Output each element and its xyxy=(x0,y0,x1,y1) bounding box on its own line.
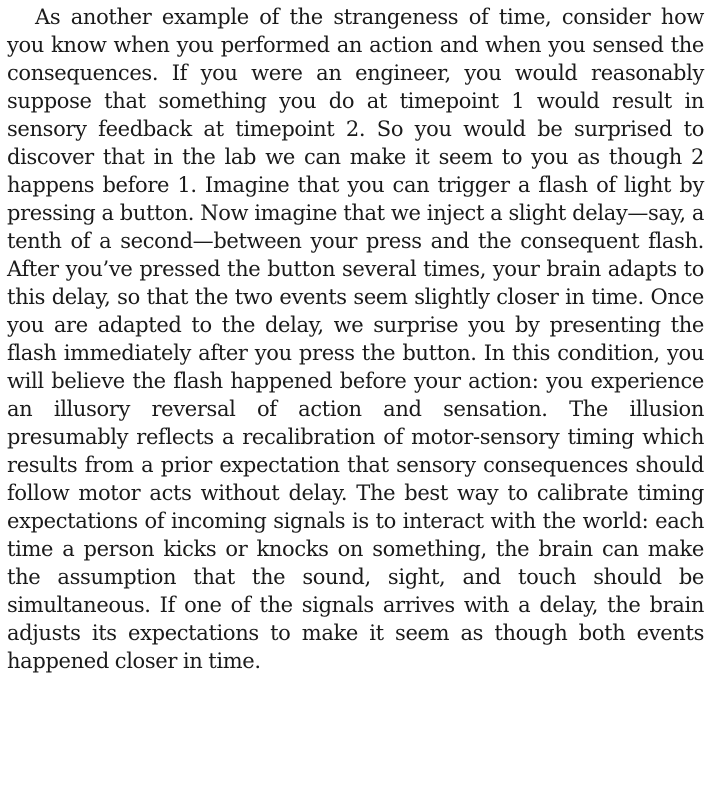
body-paragraph: As another example of the strangeness of time, consider how you know when you performed an action and when you sensed the consequences. If you were an engineer, you would reasonably suppose that something you do at timepoint 1 would result in sensory feedback at timepoint 2. So you would be surprised to discover that in the lab we can make it seem to you as though 2 happens before 1. Imagine that you can trigger a flash of light by pressing a button. Now imagine that we inject a slight delay—say, a tenth of a second—between your press and the consequent flash. After you’ve pressed the button several times, your brain adapts to this delay, so that the two events seem slightly closer in time. Once you are adapted to the delay, we surprise you by presenting the flash immediately after you press the button. In this condition, you will believe the flash happened before your action: you experience an illusory reversal of action and sensation. The illusion presumably reflects a recalibration of motor-sensory timing which results from a prior expectation that sensory consequences should follow motor acts without delay. The best way to calibrate timing expectations of incoming signals is to interact with the world: each time a person kicks or knocks on something, the brain can make the assumption that the sound, sight, and touch should be simultaneous. If one of the signals arrives with a delay, the brain adjusts its expectations to make it seem as though both events happened closer in time. xyxy=(7,5,704,673)
document-page xyxy=(7,0,704,785)
